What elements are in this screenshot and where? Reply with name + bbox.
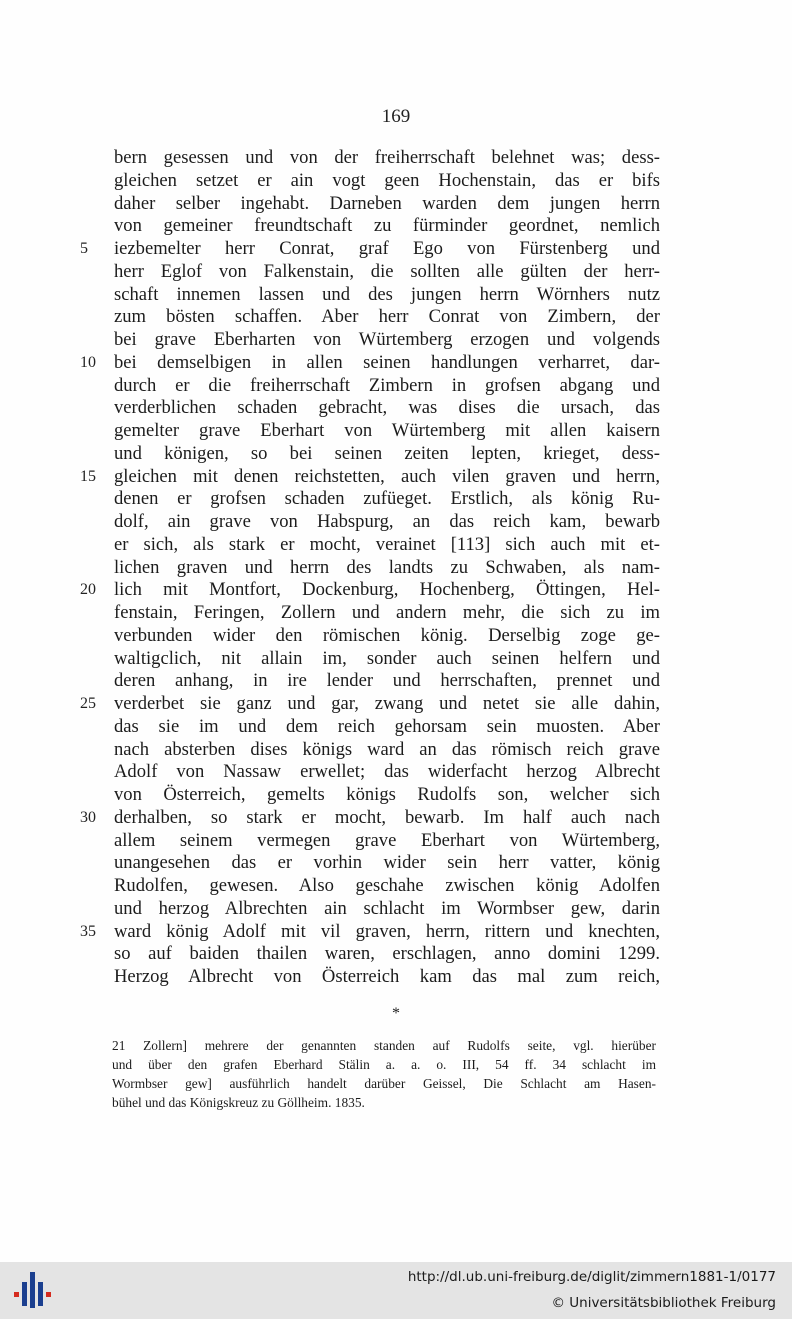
copyright-notice: © Universitätsbibliothek Freiburg bbox=[551, 1295, 776, 1311]
text-line: schaft innemen lassen und des jungen herrn Wörnhers nutz bbox=[114, 283, 660, 305]
text-line: zum bösten schaffen. Aber herr Conrat von Zimbern, der bbox=[114, 306, 660, 328]
footnote-line: 21 Zollern] mehrere der genannten standen auf Rudolfs seite, vgl. hierüber bbox=[112, 1038, 656, 1053]
line-number: 30 bbox=[80, 808, 96, 826]
text-line: derhalben, so stark er mocht, bewarb. Im half auch nach bbox=[114, 806, 660, 828]
text-line: iezbemelter herr Conrat, graf Ego von Fürstenberg und bbox=[114, 238, 660, 259]
footnote-line: und über den grafen Eberhard Stälin a. a. o. III, 54 ff. 34 schlacht im bbox=[112, 1057, 656, 1072]
text-line: daher selber ingehabt. Darneben warden dem jungen herrn bbox=[114, 192, 660, 214]
source-url-link[interactable]: http://dl.ub.uni-freiburg.de/diglit/zimmern1881-1/0177 bbox=[407, 1269, 776, 1285]
text-line: ward könig Adolf mit vil graven, herrn, rittern und knechten, bbox=[114, 920, 660, 942]
text-line: lich mit Montfort, Dockenburg, Hochenberg, Öttingen, Hel- bbox=[114, 579, 660, 601]
text-line: lichen graven und herrn des landts zu Schwaben, als nam- bbox=[114, 556, 660, 578]
text-line: Herzog Albrecht von Österreich kam das mal zum reich, bbox=[114, 966, 660, 987]
text-line: fenstain, Feringen, Zollern und andern mehr, die sich zu im bbox=[114, 602, 660, 623]
text-line: das sie im und dem reich gehorsam sein muosten. Aber bbox=[114, 715, 660, 737]
text-line: denen er grofsen schaden zufüeget. Erstlich, als könig Ru- bbox=[114, 488, 660, 510]
text-line: verbunden wider den römischen könig. Derselbig zoge ge- bbox=[114, 624, 660, 646]
text-line: unangesehen das er vorhin wider sein herr vatter, könig bbox=[114, 852, 660, 874]
text-line: er sich, als stark er mocht, verainet [113] sich auch mit et- bbox=[114, 533, 660, 555]
text-line: von gemeiner freundtschaft zu fürminder geordnet, nemlich bbox=[114, 215, 660, 237]
line-number: 20 bbox=[80, 581, 96, 599]
footnote-line: bühel und das Königskreuz zu Göllheim. 1835. bbox=[112, 1095, 365, 1110]
text-line: und königen, so bei seinen zeiten lepten, krieget, dess- bbox=[114, 442, 660, 464]
line-number: 35 bbox=[80, 922, 96, 940]
text-line: von Österreich, gemelts königs Rudolfs son, welcher sich bbox=[114, 784, 660, 805]
viewer-footer bbox=[0, 1262, 792, 1319]
line-number: 15 bbox=[80, 467, 96, 485]
text-line: dolf, ain grave von Habspurg, an das reich kam, bewarb bbox=[114, 511, 660, 532]
line-number: 5 bbox=[80, 240, 88, 257]
text-line: gleichen mit denen reichstetten, auch vilen graven und herrn, bbox=[114, 465, 660, 487]
footnote-line: Wormbser gew] ausführlich handelt darüber Geissel, Die Schlacht am Hasen- bbox=[112, 1076, 656, 1091]
text-line: allem seinem vermegen grave Eberhart von Würtemberg, bbox=[114, 829, 660, 851]
page-number: 169 bbox=[381, 106, 411, 127]
text-line: deren anhang, in ire lender und herrschaften, prennet und bbox=[114, 670, 660, 692]
text-line: nach absterben dises königs ward an das römisch reich grave bbox=[114, 738, 660, 760]
line-number: 25 bbox=[80, 695, 96, 712]
text-line: und herzog Albrechten ain schlacht im Wormbser gew, darin bbox=[114, 897, 660, 919]
text-line: waltigclich, nit allain im, sonder auch seinen helfern und bbox=[114, 647, 660, 669]
line-number: 10 bbox=[80, 353, 96, 371]
text-line: gemelter grave Eberhart von Würtemberg mit allen kaisern bbox=[114, 420, 660, 441]
text-line: gleichen setzet er ain vogt geen Hochenstain, das er bifs bbox=[114, 169, 660, 191]
text-line: bern gesessen und von der freiherrschaft belehnet was; dess- bbox=[114, 147, 660, 168]
text-line: durch er die freiherrschaft Zimbern in grofsen abgang und bbox=[114, 374, 660, 396]
ub-freiburg-logo-icon bbox=[10, 1268, 52, 1312]
text-line: verderblichen schaden gebracht, was dises die ursach, das bbox=[114, 397, 660, 419]
section-separator: * bbox=[392, 1005, 400, 1022]
text-line: Rudolfen, gewesen. Also geschahe zwischen könig Adolfen bbox=[114, 875, 660, 896]
text-line: Adolf von Nassaw erwellet; das widerfacht herzog Albrecht bbox=[114, 761, 660, 783]
text-line: verderbet sie ganz und gar, zwang und netet sie alle dahin, bbox=[114, 693, 660, 714]
text-line: herr Eglof von Falkenstain, die sollten alle gülten der herr- bbox=[114, 260, 660, 282]
text-line: bei grave Eberharten von Würtemberg erzogen und volgends bbox=[114, 329, 660, 350]
text-line: so auf baiden thailen waren, erschlagen, anno domini 1299. bbox=[114, 943, 660, 965]
text-line: bei demselbigen in allen seinen handlungen verharret, dar- bbox=[114, 351, 660, 373]
